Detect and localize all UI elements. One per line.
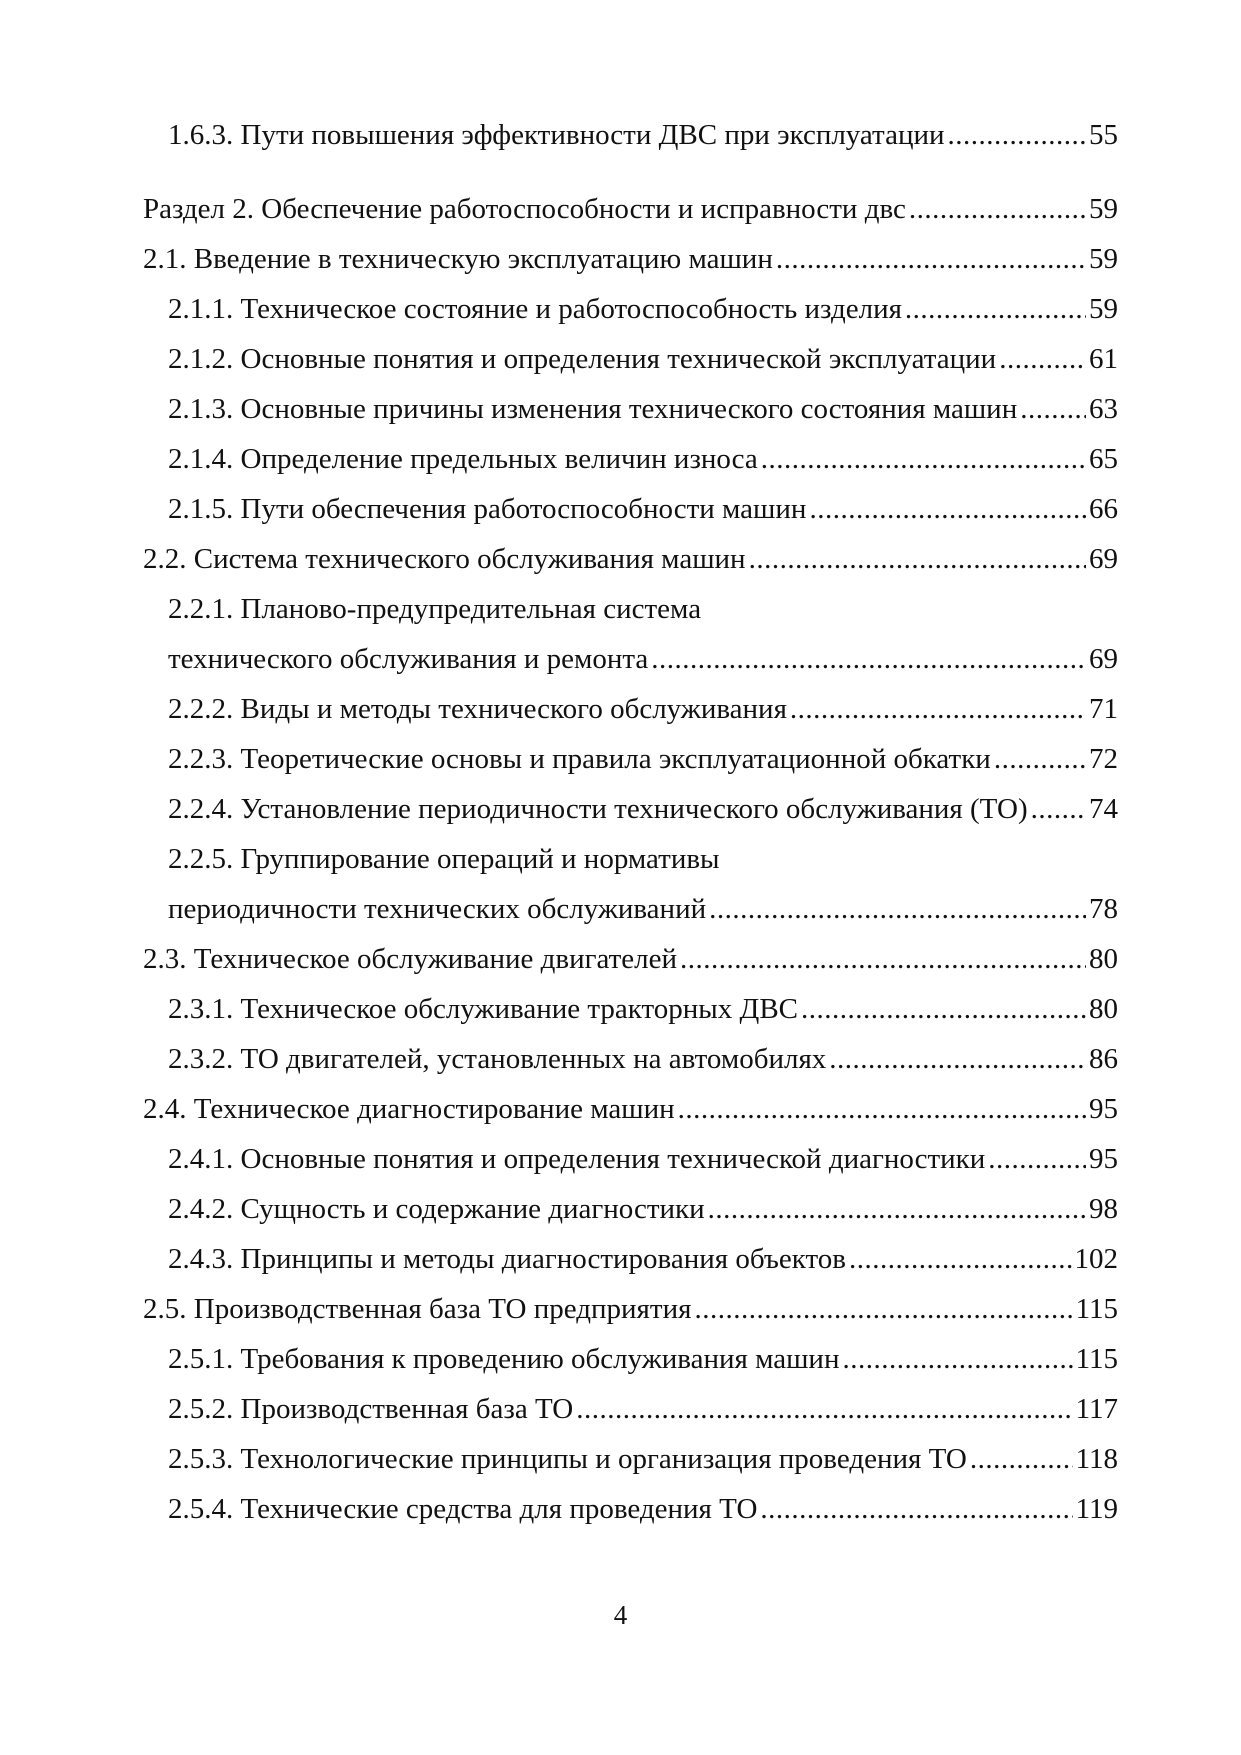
toc-entry-page: 69 (1089, 643, 1118, 675)
toc-entry-title: 2.3.1. Техническое обслуживание тракторных ДВС (168, 993, 799, 1025)
toc-entry-title: 2.1.4. Определение предельных величин износа (168, 443, 758, 475)
toc-entry[interactable] (143, 1384, 1118, 1434)
toc-entry[interactable] (143, 734, 1118, 784)
toc-entry[interactable] (143, 684, 1118, 734)
dot-leader (948, 110, 1086, 160)
toc-entry-title: 2.4.1. Основные понятия и определения технической диагностики (168, 1143, 986, 1175)
dot-leader (678, 1084, 1086, 1134)
toc-entry[interactable] (143, 1034, 1118, 1084)
toc-entry[interactable] (143, 334, 1118, 384)
toc-entry-page: 59 (1089, 193, 1118, 225)
toc-entry-page: 95 (1089, 1143, 1118, 1175)
toc-entry[interactable] (143, 634, 1118, 684)
toc-entry[interactable] (143, 934, 1118, 984)
dot-leader (694, 1284, 1072, 1334)
toc-entry-title: 2.4.2. Сущность и содержание диагностики (168, 1193, 705, 1225)
toc-entry-page: 95 (1089, 1093, 1118, 1125)
toc-entry-title: 2.5.2. Производственная база ТО (168, 1393, 574, 1425)
toc-entry[interactable] (143, 234, 1118, 284)
dot-leader (829, 1034, 1086, 1084)
toc-entry-title: 2.4.3. Принципы и методы диагностирования объектов (168, 1243, 846, 1275)
dot-leader (749, 534, 1086, 584)
dot-leader (988, 1134, 1086, 1184)
toc-entry[interactable] (143, 1234, 1118, 1284)
toc-entry[interactable] (143, 534, 1118, 584)
dot-leader (680, 934, 1086, 984)
toc-entry-title: 2.1.2. Основные понятия и определения технической эксплуатации (168, 343, 997, 375)
toc-entry-page: 66 (1089, 493, 1118, 525)
toc-entry-page: 102 (1074, 1243, 1118, 1275)
toc-entry-title: 2.4. Техническое диагностирование машин (143, 1093, 675, 1125)
dot-leader (790, 684, 1086, 734)
toc-entry[interactable] (143, 484, 1118, 534)
toc-entry[interactable] (143, 1284, 1118, 1334)
dot-leader (760, 1484, 1072, 1534)
toc-entry[interactable] (143, 1334, 1118, 1384)
toc-entry[interactable] (143, 284, 1118, 334)
dot-leader (761, 434, 1086, 484)
dot-leader (842, 1334, 1072, 1384)
dot-leader (708, 1184, 1086, 1234)
toc-entry-page: 59 (1089, 243, 1118, 275)
toc-entry-page: 63 (1089, 393, 1118, 425)
dot-leader (994, 734, 1086, 784)
toc-entry-page: 78 (1089, 893, 1118, 925)
toc-entry-title: 2.1. Введение в техническую эксплуатацию машин (143, 243, 773, 275)
toc-entry-first-line[interactable] (143, 834, 1118, 884)
toc-entry-title: технического обслуживания и ремонта (168, 643, 649, 675)
toc-entry-page: 119 (1075, 1493, 1118, 1525)
toc-entry-page: 59 (1089, 293, 1118, 325)
toc-entry-page: 98 (1089, 1193, 1118, 1225)
toc-entry-title: периодичности технических обслуживаний (168, 893, 707, 925)
dot-leader (999, 334, 1086, 384)
table-of-contents (143, 110, 1118, 1534)
dot-leader (970, 1434, 1073, 1484)
toc-entry[interactable] (143, 1184, 1118, 1234)
toc-entry-page: 117 (1075, 1393, 1118, 1425)
page-number: 4 (613, 1600, 628, 1630)
toc-entry-title: 2.2. Система технического обслуживания машин (143, 543, 746, 575)
toc-entry-title: 2.2.1. Планово-предупредительная система (168, 593, 702, 625)
dot-leader (905, 284, 1086, 334)
toc-entry[interactable] (143, 1484, 1118, 1534)
toc-entry-title: 2.2.3. Теоретические основы и правила эксплуатационной обкатки (168, 743, 991, 775)
toc-entry-page: 71 (1089, 693, 1118, 725)
toc-entry-first-line[interactable] (143, 584, 1118, 634)
toc-entry-page: 80 (1089, 943, 1118, 975)
toc-entry-page: 61 (1089, 343, 1118, 375)
dot-leader (651, 634, 1086, 684)
toc-entry-page: 74 (1089, 793, 1118, 825)
toc-entry-title: 2.3. Техническое обслуживание двигателей (143, 943, 678, 975)
toc-entry[interactable] (143, 1434, 1118, 1484)
toc-entry[interactable] (143, 884, 1118, 934)
dot-leader (809, 484, 1086, 534)
toc-entry-page: 115 (1075, 1343, 1118, 1375)
toc-entry-title: 2.5.1. Требования к проведению обслуживания машин (168, 1343, 840, 1375)
toc-entry-title: 2.1.3. Основные причины изменения технического состояния машин (168, 393, 1018, 425)
toc-entry-page: 86 (1089, 1043, 1118, 1075)
toc-entry-title: 1.6.3. Пути повышения эффективности ДВС при эксплуатации (168, 119, 945, 151)
dot-leader (1020, 384, 1086, 434)
toc-entry-page: 65 (1089, 443, 1118, 475)
toc-entry[interactable] (143, 1084, 1118, 1134)
dot-leader (776, 234, 1086, 284)
toc-entry[interactable] (143, 384, 1118, 434)
toc-entry-title: 2.1.5. Пути обеспечения работоспособности машин (168, 493, 807, 525)
toc-entry-title: 2.5. Производственная база ТО предприятия (143, 1293, 692, 1325)
toc-entry-title: 2.2.4. Установление периодичности технического обслуживания (ТО) (168, 793, 1028, 825)
toc-entry[interactable] (143, 434, 1118, 484)
toc-entry-title: 2.5.3. Технологические принципы и организация проведения ТО (168, 1443, 967, 1475)
dot-leader (709, 884, 1086, 934)
dot-leader (849, 1234, 1072, 1284)
toc-entry[interactable] (143, 1134, 1118, 1184)
toc-entry-page: 80 (1089, 993, 1118, 1025)
toc-entry-title: Раздел 2. Обеспечение работоспособности и исправности двс (143, 193, 906, 225)
dot-leader (1031, 784, 1086, 834)
toc-entry-title: 2.2.2. Виды и методы технического обслуживания (168, 693, 787, 725)
toc-entry[interactable] (143, 184, 1118, 234)
toc-entry-page: 72 (1089, 743, 1118, 775)
toc-entry-title: 2.3.2. ТО двигателей, установленных на автомобилях (168, 1043, 827, 1075)
toc-entry[interactable] (143, 984, 1118, 1034)
toc-entry-title: 2.2.5. Группирование операций и нормативы (168, 843, 720, 875)
toc-entry-page: 118 (1075, 1443, 1118, 1475)
dot-leader (576, 1384, 1072, 1434)
toc-entry-title: 2.5.4. Технические средства для проведения ТО (168, 1493, 758, 1525)
toc-entry[interactable] (143, 784, 1118, 834)
dot-leader (909, 184, 1086, 234)
toc-entry-page: 55 (1089, 119, 1118, 151)
toc-entry-title: 2.1.1. Техническое состояние и работоспособность изделия (168, 293, 902, 325)
toc-entry[interactable] (143, 110, 1118, 160)
toc-entry-page: 69 (1089, 543, 1118, 575)
dot-leader (801, 984, 1086, 1034)
toc-entry-page: 115 (1075, 1293, 1118, 1325)
